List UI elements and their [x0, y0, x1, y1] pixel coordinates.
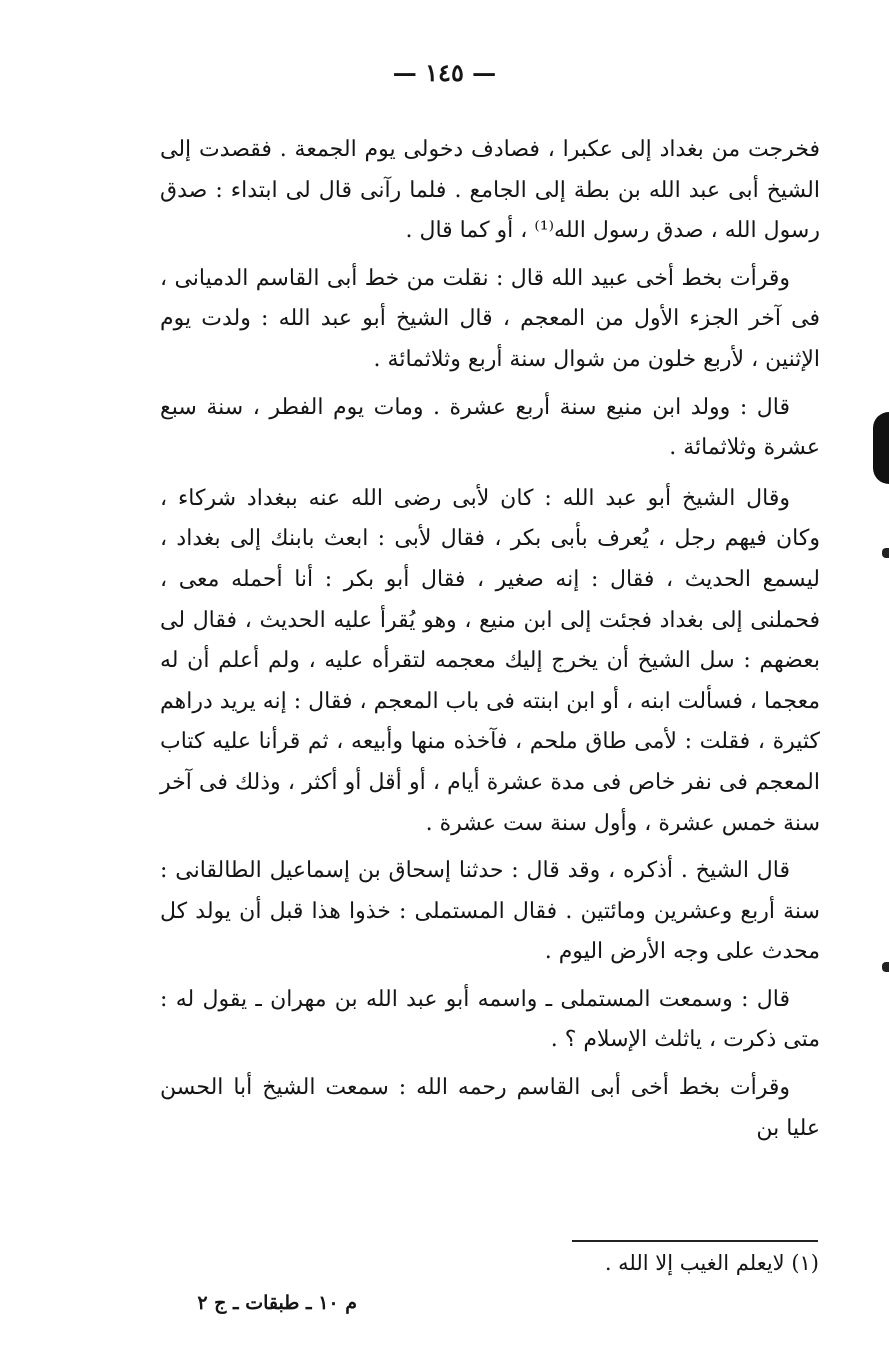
- paragraph: قال الشيخ . أذكره ، وقد قال : حدثنا إسحاق بن إسماعيل الطالقانى : سنة أربع وعشرين ومائتين . فقال المستملى : خذوا هذا قبل أن يولد كل محدث على وجه الأرض اليوم .: [160, 858, 820, 965]
- paragraph: وقال الشيخ أبو عبد الله : كان لأبى رضى الله عنه ببغداد شركاء ، وكان فيهم رجل ، يُعرف بأبى بكر ، فقال لأبى : ابعث بابنك إلى بغداد ، ليسمع الحديث ، فقال : إنه صغير ، فقال أبو بكر : أنا أحمله معى ، فحملنى إلى بغداد فجئت إلى ابن منيع ، وهو يُقرأ عليه الحديث ، فقال لى بعضهم : سل الشيخ أن يخرج إليك معجمه لتقرأه عليه ، ولم أعلم أن له معجما ، فسألت ابنه ، أو ابن ابنته فى باب المعجم ، فقال : إنه يريد دراهم كثيرة ، فقلت : لأمى طاق ملحم ، فآخذه منها وأبيعه ، ثم قرأنا عليه كتاب المعجم فى نفر خاص فى مدة عشرة أيام ، أو أقل أو أكثر ، وذلك فى آخر سنة خمس عشرة ، وأول سنة ست عشرة .: [160, 485, 820, 836]
- paragraph: قال : وولد ابن منيع سنة أربع عشرة . ومات يوم الفطر ، سنة سبع عشرة وثلاثمائة .: [160, 394, 820, 461]
- footnote-divider: [572, 1240, 818, 1242]
- paragraph: وقرأت بخط أخى أبى القاسم رحمه الله : سمعت الشيخ أبا الحسن عليا بن: [160, 1075, 820, 1141]
- footnote: (١) لايعلم الغيب إلا الله .: [604, 1251, 819, 1275]
- paragraph: فخرجت من بغداد إلى عكبرا ، فصادف دخولى يوم الجمعة . فقصدت إلى الشيخ أبى عبد الله بن بطة إلى الجامع . فلما رآنى قال لى ابتداء : صدق رسول الله ، صدق رسول الله⁽¹⁾ ، أو كما قال .: [160, 137, 820, 244]
- scan-edge-blot: [873, 412, 889, 484]
- scan-edge-mark: [882, 548, 889, 558]
- text-body: [160, 130, 820, 1156]
- paragraph: وقرأت بخط أخى عبيد الله قال : نقلت من خط أبى القاسم الدميانى ، فى آخر الجزء الأول من المعجم ، قال الشيخ أبو عبد الله : ولدت يوم الإثنين ، لأربع خلون من شوال سنة أربع وثلاثمائة .: [160, 265, 820, 372]
- scan-edge-mark: [882, 962, 889, 972]
- printer-signature: م ١٠ ـ طبقات ـ ج ٢: [197, 1292, 357, 1314]
- page-number: — ١٤٥ —: [392, 58, 497, 87]
- paragraph: قال : وسمعت المستملى ـ واسمه أبو عبد الله بن مهران ـ يقول له : متى ذكرت ، ياثلث الإسلام ؟ .: [160, 986, 820, 1053]
